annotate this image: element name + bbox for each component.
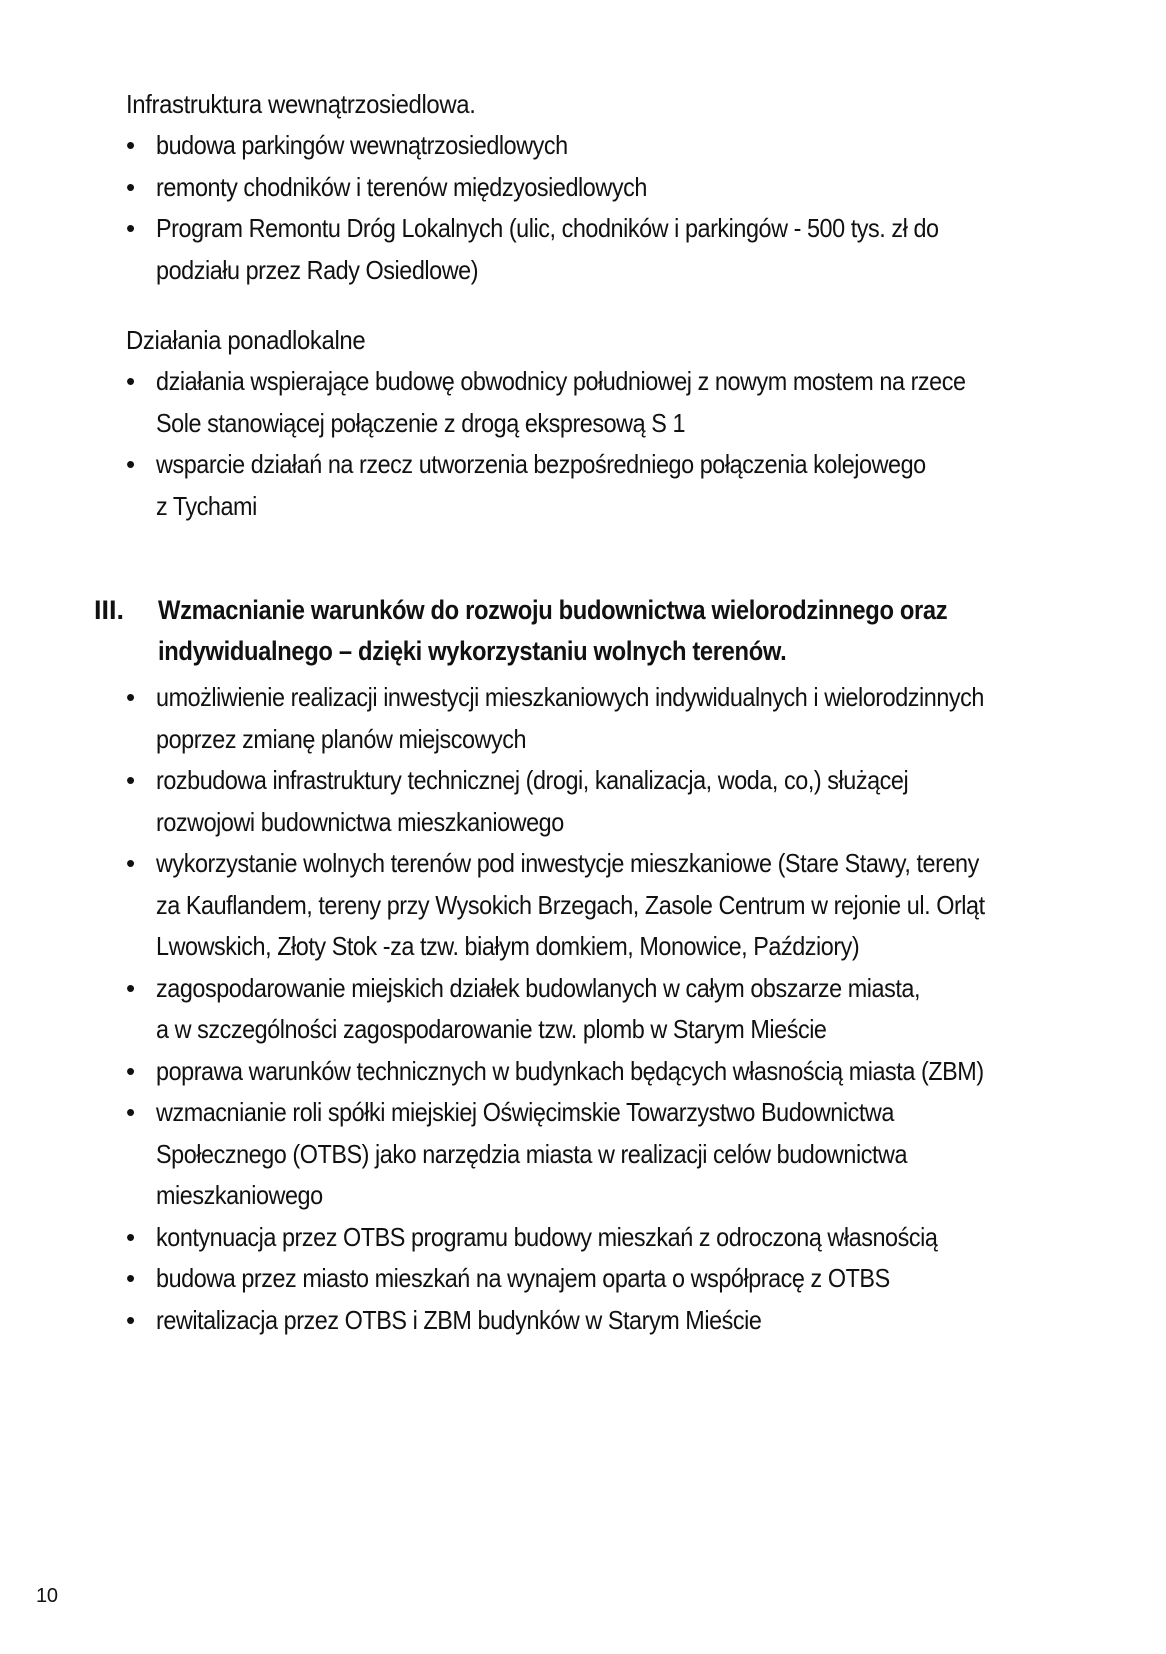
bullet-icon: •	[126, 1304, 135, 1335]
bullet-icon: •	[126, 1097, 135, 1127]
bullet-icon: •	[126, 765, 135, 795]
list-item-text: Program Remontu Dróg Lokalnych (ulic, chodników i parkingów - 500 tys. zł do podziału przez Rady Osiedlowe)	[156, 213, 939, 285]
list-item-text: rozbudowa infrastruktury technicznej (drogi, kanalizacja, woda, co,) służącej rozwojowi budownictwa mieszkaniowego	[156, 765, 909, 837]
list-item	[126, 968, 1066, 1051]
supralocal-list	[126, 361, 1066, 527]
list-item-text: remonty chodników i terenów międzyosiedlowych	[156, 171, 647, 202]
section-3-list	[126, 677, 1066, 1341]
list-item	[126, 1300, 1066, 1342]
bullet-icon: •	[126, 1055, 135, 1086]
bullet-icon: •	[126, 213, 135, 243]
list-item-text: działania wspierające budowę obwodnicy południowej z nowym mostem na rzece Sole stanowiącej połączenie z drogą ekspresową S 1	[156, 366, 966, 438]
list-item	[126, 760, 1066, 843]
infrastructure-heading: Infrastruktura wewnątrzosiedlowa.	[126, 89, 476, 119]
list-item	[126, 167, 1066, 209]
section-3-body	[126, 677, 1066, 1341]
bullet-icon: •	[126, 449, 135, 479]
list-item-text: wykorzystanie wolnych terenów pod inwestycje mieszkaniowe (Stare Stawy, tereny za Kauflandem, tereny przy Wysokich Brzegach, Zasole Centrum w rejonie ul. Orląt Lwowskich, Złoty Stok -za tzw. białym domkiem, Monowice, Paździory)	[156, 848, 985, 961]
list-item	[126, 843, 1066, 968]
bullet-icon: •	[126, 1221, 135, 1252]
bullet-icon: •	[126, 366, 135, 396]
list-item	[126, 1051, 1066, 1093]
list-item-text: wzmacnianie roli spółki miejskiej Oświęcimskie Towarzystwo Budownictwa Społecznego (OTBS) jako narzędzia miasta w realizacji celów budownictwa mieszkaniowego	[156, 1097, 908, 1210]
list-item-text: wsparcie działań na rzecz utworzenia bezpośredniego połączenia kolejowego z Tychami	[156, 449, 926, 521]
section-title: Wzmacnianie warunków do rozwoju budownictwa wielorodzinnego oraz indywidualnego – dzięki wykorzystaniu wolnych terenów.	[158, 595, 948, 666]
list-item-text: budowa parkingów wewnątrzosiedlowych	[156, 130, 568, 160]
bullet-icon: •	[126, 972, 135, 1003]
list-item-text: budowa przez miasto mieszkań na wynajem oparta o współpracę z OTBS	[156, 1263, 890, 1293]
bullet-icon: •	[126, 130, 135, 160]
bullet-icon: •	[126, 171, 135, 202]
bullet-icon: •	[126, 682, 135, 712]
list-item-text: rewitalizacja przez OTBS i ZBM budynków w Starym Mieście	[156, 1304, 762, 1335]
section-number: III.	[94, 595, 125, 625]
list-item-text: kontynuacja przez OTBS programu budowy mieszkań z odroczoną własnością	[156, 1221, 938, 1252]
list-item-text: poprawa warunków technicznych w budynkach będących własnością miasta (ZBM)	[156, 1055, 984, 1086]
list-item-text: umożliwienie realizacji inwestycji mieszkaniowych indywidualnych i wielorodzinnych poprzez zmianę planów miejscowych	[156, 682, 984, 754]
infrastructure-section	[126, 84, 1066, 291]
supralocal-section	[126, 320, 1066, 527]
page-number: 10	[36, 1585, 58, 1607]
list-item-text: zagospodarowanie miejskich działek budowlanych w całym obszarze miasta, a w szczególności zagospodarowanie tzw. plomb w Starym Mieście	[156, 972, 921, 1044]
infrastructure-list	[126, 125, 1066, 291]
list-item	[126, 677, 1066, 760]
list-item	[126, 361, 1066, 444]
bullet-icon: •	[126, 848, 135, 878]
list-item	[126, 1258, 1066, 1300]
list-item	[126, 1217, 1066, 1259]
list-item	[126, 125, 1066, 167]
supralocal-heading: Działania ponadlokalne	[126, 325, 366, 355]
list-item	[126, 208, 1066, 291]
list-item	[126, 444, 1066, 527]
list-item	[126, 1092, 1066, 1217]
bullet-icon: •	[126, 1263, 135, 1293]
